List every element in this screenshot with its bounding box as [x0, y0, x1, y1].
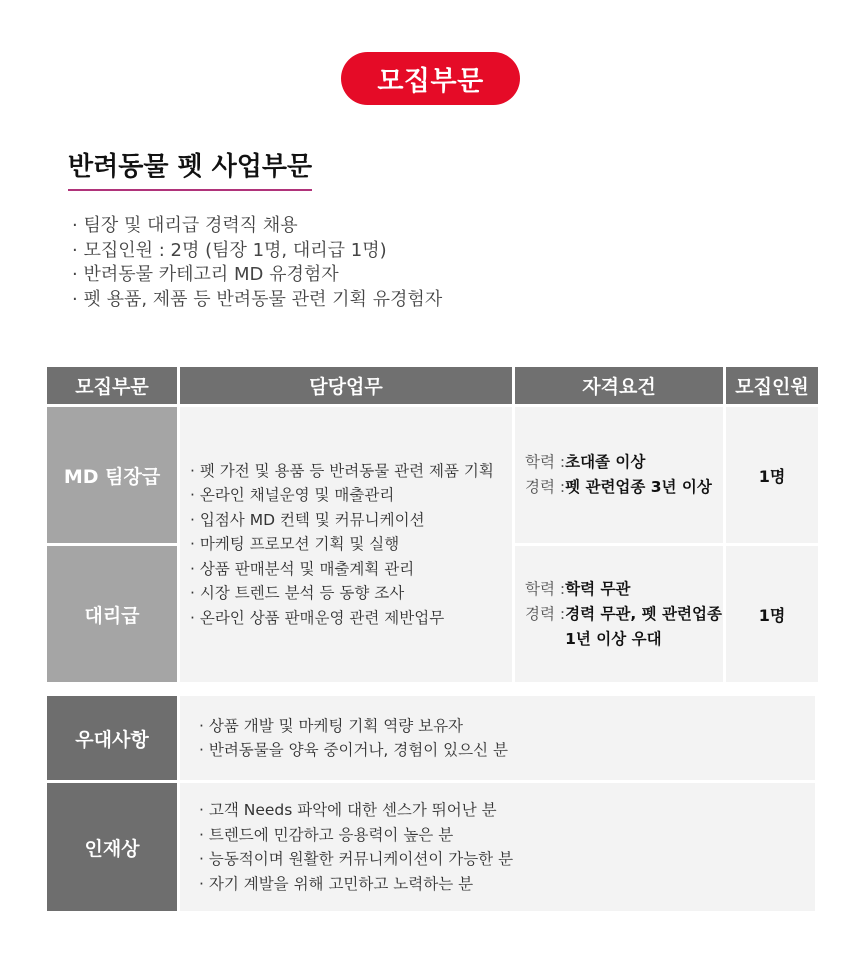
- talent-cell: [180, 783, 815, 911]
- duties-list: [190, 459, 494, 631]
- duty-item: · 온라인 상품 판매운영 관련 제반업무: [190, 606, 494, 631]
- headcount-value: 1명: [726, 407, 818, 543]
- talent-label: 인재상: [47, 783, 177, 911]
- row-position-assistant: 대리급: [47, 546, 177, 682]
- talent-item: · 자기 계발을 위해 고민하고 노력하는 분: [199, 872, 513, 897]
- intro-item: · 모집인원 : 2명 (팀장 1명, 대리급 1명): [72, 239, 442, 264]
- intro-item: · 펫 용품, 제품 등 반려동물 관련 기획 유경험자: [72, 288, 442, 313]
- section-badge: 모집부문: [341, 52, 520, 105]
- qualification-cell: [515, 407, 723, 543]
- duty-item: · 입점사 MD 컨텍 및 커뮤니케이션: [190, 508, 494, 533]
- header-headcount: 모집인원: [726, 367, 818, 404]
- career-value: 경력 무관, 펫 관련업종 1년 이상 우대: [565, 604, 722, 648]
- intro-item: · 반려동물 카테고리 MD 유경험자: [72, 263, 442, 288]
- career-label: 경력 :: [525, 604, 566, 623]
- education-requirement: [525, 450, 645, 475]
- education-requirement: [525, 577, 630, 602]
- duty-item: · 마케팅 프로모션 기획 및 실행: [190, 532, 494, 557]
- intro-list: [72, 214, 442, 312]
- talent-item: · 고객 Needs 파악에 대한 센스가 뛰어난 분: [199, 798, 513, 823]
- talent-item: · 트렌드에 민감하고 응용력이 높은 분: [199, 823, 513, 848]
- duty-item: · 펫 가전 및 용품 등 반려동물 관련 제품 기획: [190, 459, 494, 484]
- career-label: 경력 :: [525, 478, 566, 496]
- preferred-list: [199, 714, 508, 763]
- career-requirement: [525, 602, 722, 652]
- header-qualifications: 자격요건: [515, 367, 723, 404]
- preferred-item: · 반려동물을 양육 중이거나, 경험이 있으신 분: [199, 738, 508, 763]
- preferred-cell: [180, 696, 815, 780]
- preferred-item: · 상품 개발 및 마케팅 기획 역량 보유자: [199, 714, 508, 739]
- duty-item: · 온라인 채널운영 및 매출관리: [190, 483, 494, 508]
- section-title: 반려동물 펫 사업부문: [68, 146, 312, 191]
- intro-item: · 팀장 및 대리급 경력직 채용: [72, 214, 442, 239]
- preferred-label: 우대사항: [47, 696, 177, 780]
- talent-item: · 능동적이며 원활한 커뮤니케이션이 가능한 분: [199, 847, 513, 872]
- qualification-cell: [515, 546, 723, 682]
- career-requirement: [525, 475, 712, 500]
- header-position: 모집부문: [47, 367, 177, 404]
- career-value: 펫 관련업종 3년 이상: [565, 478, 712, 496]
- duty-item: · 상품 판매분석 및 매출계획 관리: [190, 557, 494, 582]
- headcount-value: 1명: [726, 546, 818, 682]
- duties-cell: [180, 407, 512, 682]
- talent-list: [199, 798, 513, 896]
- duty-item: · 시장 트렌드 분석 등 동향 조사: [190, 581, 494, 606]
- row-position-md-lead: MD 팀장급: [47, 407, 177, 543]
- education-value: 초대졸 이상: [565, 453, 646, 471]
- education-label: 학력 :: [525, 453, 566, 471]
- header-duties: 담당업무: [180, 367, 512, 404]
- education-value: 학력 무관: [565, 579, 631, 598]
- education-label: 학력 :: [525, 579, 566, 598]
